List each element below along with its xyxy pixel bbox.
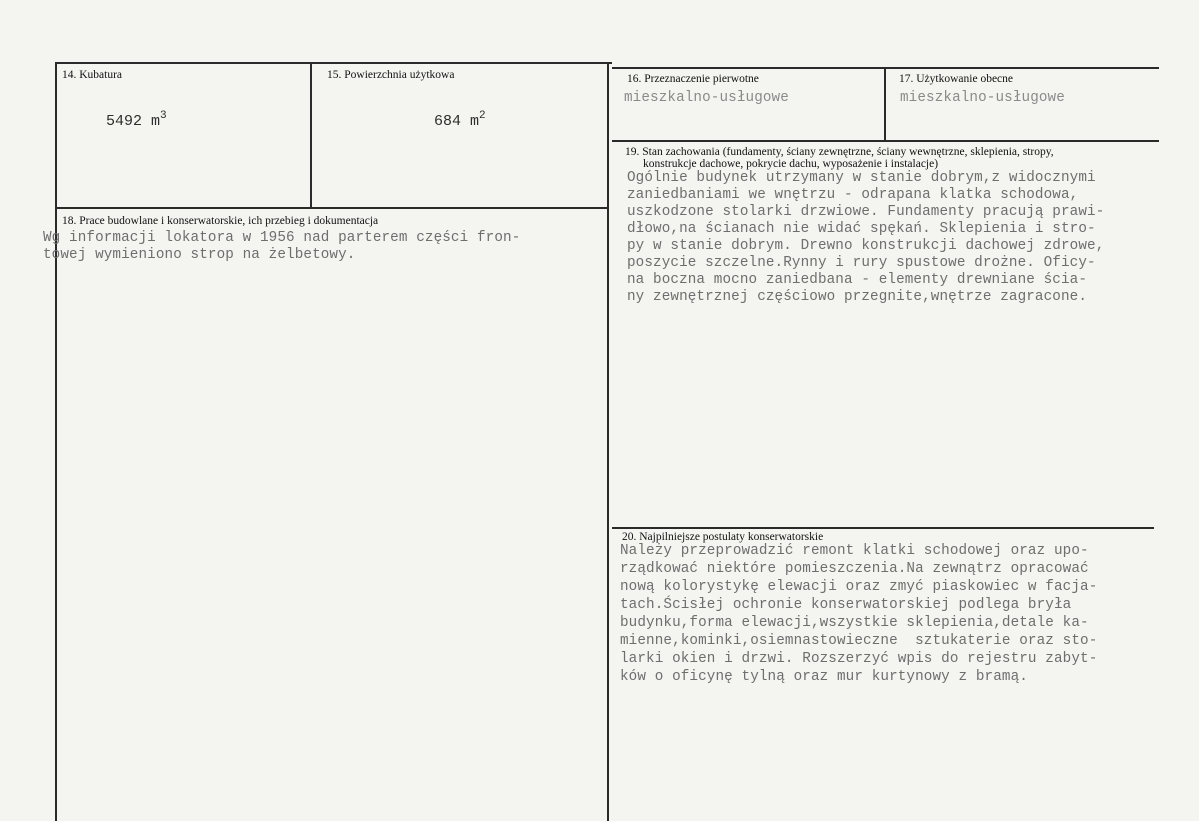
uzytkowanie-value: mieszkalno-usługowe bbox=[900, 90, 1065, 106]
przeznaczenie-label: 16. Przeznaczenie pierwotne bbox=[627, 73, 759, 85]
powierzchnia-label: 15. Powierzchnia użytkowa bbox=[327, 69, 455, 81]
prace-line: Wg informacji lokatora w 1956 nad parterem części fron- bbox=[43, 230, 521, 246]
kubatura-number: 5492 m bbox=[106, 113, 161, 130]
divider-14-15 bbox=[310, 62, 312, 208]
top-rule-left bbox=[55, 62, 612, 64]
postulaty-line: ków o oficynę tylną oraz mur kurtynowy z bramą. bbox=[620, 669, 1028, 685]
postulaty-line: tach.Ścisłej ochronie konserwatorskiej podlega bryła bbox=[620, 597, 1072, 613]
rule-above-19 bbox=[612, 140, 1159, 142]
kubatura-value bbox=[106, 110, 167, 130]
postulaty-line: budynku,forma elewacji,wszystkie sklepienia,detale ka- bbox=[620, 615, 1089, 631]
stan-line: uszkodzone stolarki drzwiowe. Fundamenty pracują prawi- bbox=[627, 204, 1105, 220]
kubatura-exponent: 3 bbox=[160, 110, 167, 122]
divider-16-17 bbox=[884, 67, 886, 141]
stan-line: Ogólnie budynek utrzymany w stanie dobrym,z widocznymi bbox=[627, 170, 1096, 186]
stan-label-line1: 19. Stan zachowania (fundamenty, ściany zewnętrzne, ściany wewnętrzne, sklepienia, stropy, bbox=[625, 146, 1054, 158]
powierzchnia-number: 684 m bbox=[434, 113, 480, 130]
postulaty-label: 20. Najpilniejsze postulaty konserwatorskie bbox=[622, 531, 824, 543]
prace-label: 18. Prace budowlane i konserwatorskie, ich przebieg i dokumentacja bbox=[62, 215, 379, 227]
center-divider bbox=[607, 62, 609, 821]
postulaty-line: mienne,kominki,osiemnastowieczne sztukaterie oraz sto- bbox=[620, 633, 1098, 649]
stan-line: zaniedbaniami we wnętrzu - odrapana klatka schodowa, bbox=[627, 187, 1079, 203]
postulaty-line: nową kolorystykę elewacji oraz zmyć piaskowiec w facja- bbox=[620, 579, 1098, 595]
stan-line: py w stanie dobrym. Drewno konstrukcji dachowej zdrowe, bbox=[627, 238, 1105, 254]
uzytkowanie-label: 17. Użytkowanie obecne bbox=[899, 73, 1014, 85]
stan-line: na boczna mocno zaniedbana - elementy drewniane ścia- bbox=[627, 272, 1088, 288]
left-border bbox=[55, 62, 57, 821]
rule-above-18 bbox=[55, 207, 609, 209]
stan-line: ny zewnętrznej częściowo przegnite,wnętrze zagracone. bbox=[627, 289, 1088, 305]
powierzchnia-exponent: 2 bbox=[479, 110, 486, 122]
rule-above-20 bbox=[612, 527, 1154, 529]
postulaty-line: Należy przeprowadzić remont klatki schodowej oraz upo- bbox=[620, 543, 1089, 559]
stan-line: poszycie szczelne.Rynny i rury spustowe drożne. Oficy- bbox=[627, 255, 1096, 271]
stan-label-line2: konstrukcje dachowe, pokrycie dachu, wyposażenie i instalacje) bbox=[643, 158, 939, 170]
postulaty-line: larki okien i drzwi. Rozszerzyć wpis do rejestru zabyt- bbox=[620, 651, 1098, 667]
przeznaczenie-value: mieszkalno-usługowe bbox=[624, 90, 789, 106]
postulaty-line: rządkować niektóre pomieszczenia.Na zewnątrz opracować bbox=[620, 561, 1089, 577]
powierzchnia-value bbox=[434, 110, 486, 130]
stan-line: dłowo,na ścianach nie widać spękań. Sklepienia i stro- bbox=[627, 221, 1096, 237]
kubatura-label: 14. Kubatura bbox=[62, 69, 123, 81]
prace-line: towej wymieniono strop na żelbetowy. bbox=[43, 247, 356, 263]
